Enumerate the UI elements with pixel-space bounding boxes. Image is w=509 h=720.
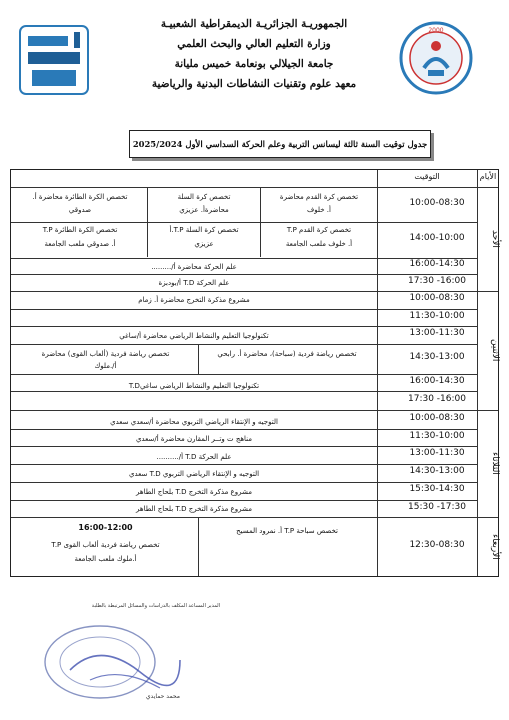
day-label: الثلاثاء: [490, 452, 500, 475]
cell-thesis-td-2: مشروع مذكرة التخرج T.D بلحاج الطاهر: [136, 505, 252, 513]
cell-volleyball-tp: تخصص الكرة الطائرة T.P: [42, 226, 118, 234]
letterhead-text: [119, 14, 389, 94]
cell-football-tp-prof: أ. خلوف ملعب الجامعة: [285, 240, 353, 248]
times-header: التوقيت: [414, 172, 440, 181]
time-slot: 13:00-11:30: [409, 448, 465, 458]
cell-thesis-lecture: مشروع مذكرة التخرج محاضرة أ. زمام: [138, 296, 250, 304]
time-slot: 16:00-14:30: [409, 259, 465, 269]
cell-athletics-lecture: تخصص رياضة فردية (ألعاب القوى) محاضرة: [41, 350, 170, 358]
cell-football-lecture: تخصص كرة القدم محاضرة: [279, 193, 359, 201]
timetable: [10, 169, 499, 577]
republic-line: الجمهوريـة الجزائريـة الديمقراطية الشعبيـة: [160, 18, 348, 30]
institute-line: معهد علوم وتقنيات النشاطات البدنية والرياضية: [151, 78, 357, 90]
time-slot: 14:00-10:00: [409, 233, 465, 243]
day-label: الاثنين: [490, 339, 500, 362]
stamp-title: المدير المساعد المكلف بالدراسات والمسائل المرتبطة بالطلبة: [91, 603, 220, 609]
time-slot: 15:30-14:30: [409, 484, 465, 494]
cell-orientation-td: التوجيه و الإنتقاء الرياضي التربوي T.D سعدي: [128, 470, 260, 478]
cell-basketball-lecture-prof: محاضرةأ. عزيزي: [179, 206, 229, 214]
cell-football-tp: تخصص كرة القدم T.P: [286, 226, 352, 234]
cell-football-lecture-prof: أ. خلوف: [307, 206, 331, 214]
cell-volleyball-tp-prof: أ. صدوقي ملعب الجامعة: [44, 240, 116, 248]
cell-edtech-td: تكنولوجيا التعليم والنشاط الرياضي ساغيT.D: [128, 382, 260, 390]
time-slot: 13:00-11:30: [409, 328, 465, 338]
svg-text:2000: 2000: [428, 27, 444, 34]
time-slot: 10:00-08:30: [409, 412, 465, 423]
time-slot: 11:30-10:00: [409, 310, 465, 321]
time-slot: 15:30 -17:30: [408, 501, 466, 512]
time-slot: 10:00-08:30: [409, 293, 465, 303]
cell-athletics-lecture-prof: أ/.ملوك: [94, 362, 117, 370]
cell-basketball-lecture: تخصص كرة السلة: [177, 193, 231, 201]
university-line: جامعة الجيلالي بونعامة خميس مليانة: [174, 58, 334, 70]
cell-swimming-lecture: تخصص رياضة فردية (سباحة)، محاضرة أ. رابحي: [217, 350, 357, 358]
time-slot: 12:30-08:30: [409, 539, 465, 550]
cell-kinesiology-lecture: علم الحركة محاضرة أ/.........: [151, 263, 237, 271]
cell-swimming-tp: تخصص سباحة T.P أ. نمرود المسيح: [236, 527, 338, 535]
cell-athletics-tp-prof: أ.ملوك ملعب الجامعة: [74, 555, 137, 563]
time-slot: 17:30 -16:00: [408, 275, 466, 286]
time-slot: 11:30-10:00: [409, 430, 465, 441]
cell-thesis-td-1: مشروع مذكرة التخرج T.D بلحاج الطاهر: [136, 488, 252, 496]
time-slot: 17:30 -16:00: [408, 393, 466, 404]
day-label: الأحد: [490, 230, 500, 248]
cell-kinesiology-td-2: علم الحركة T.D أ/..........: [156, 453, 232, 461]
cell-kinesiology-td: علم الحركة T.D أ/بودبزة: [158, 279, 230, 287]
time-slot: 14:30-13:00: [409, 466, 465, 476]
cell-athletics-tp-time: 16:00-12:00: [78, 523, 133, 532]
cell-athletics-tp: تخصص رياضة فردية ألعاب القوى T.P: [51, 541, 160, 549]
schedule-title: جدول توقيت السنة ثالثة ليسانس التربية وعلم الحركة السداسي الأول 2025/2024: [129, 130, 431, 158]
time-slot: 16:00-14:30: [409, 375, 465, 386]
university-logo-left: [18, 24, 90, 96]
cell-orientation-lecture: التوجيه و الإنتقاء الرياضي التربوي محاضرة أ/سعدي سعدي: [110, 418, 278, 426]
time-slot: 14:30-13:00: [409, 352, 465, 362]
letterhead: [0, 14, 509, 114]
days-header: الأيام: [479, 172, 497, 181]
cell-edtech-lecture: تكنولوجيا التعليم والنشاط الرياضي محاضرة أ/ساغي: [119, 332, 269, 340]
ministry-line: وزارة التعليم العالي والبحث العلمي: [177, 38, 331, 50]
cell-basketball-tp: تخصص كرة السلة T.P.أ: [169, 226, 239, 234]
cell-volleyball-lecture-prof: صدوقي: [68, 206, 92, 214]
institute-logo-right: [398, 20, 474, 96]
cell-volleyball-lecture: تخصص الكرة الطائرة محاضرة أ.: [32, 193, 128, 201]
day-label: الأربعاء: [490, 533, 500, 560]
cell-comparative-curricula: مناهج ت وتــر المقارن محاضرة أ/سعدي: [135, 435, 253, 443]
time-slot: 10:00-08:30: [409, 197, 465, 208]
stamp-signatory: محمد حمايدي: [145, 693, 180, 700]
cell-basketball-tp-prof: عزيزي: [194, 240, 214, 248]
